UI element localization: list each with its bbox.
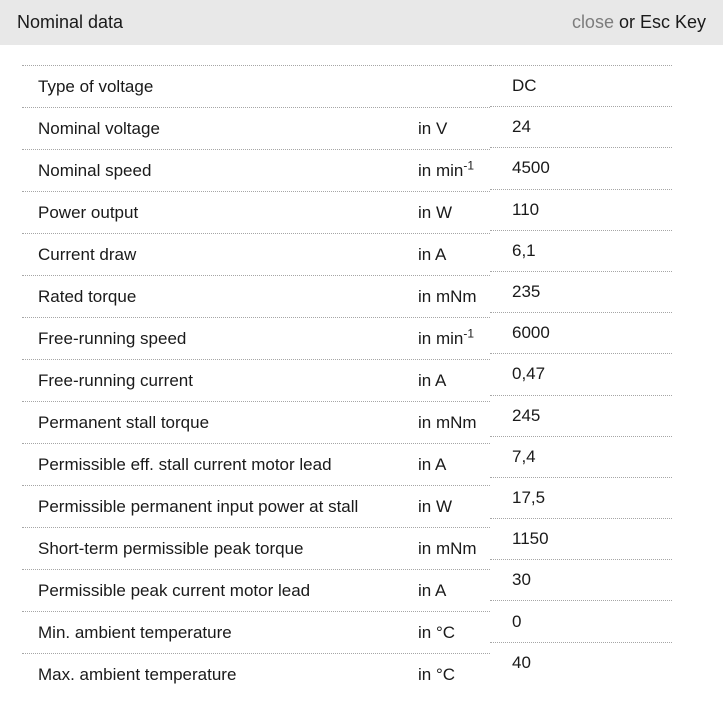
param-label: Short-term permissible peak torque bbox=[38, 538, 304, 558]
param-value: 7,4 bbox=[512, 446, 536, 466]
param-value: 6,1 bbox=[512, 240, 536, 260]
table-row bbox=[22, 611, 490, 653]
param-label: Permanent stall torque bbox=[38, 412, 210, 432]
param-label: Free-running current bbox=[38, 370, 193, 390]
param-unit: in A bbox=[418, 454, 447, 474]
value-row bbox=[490, 559, 672, 600]
table-row bbox=[22, 401, 490, 443]
table-row bbox=[22, 149, 490, 191]
param-unit: in W bbox=[418, 496, 452, 516]
value-row bbox=[490, 147, 672, 188]
close-area bbox=[572, 12, 706, 33]
value-row bbox=[490, 271, 672, 312]
value-row bbox=[490, 189, 672, 230]
param-unit: in °C bbox=[418, 622, 456, 642]
param-value: 17,5 bbox=[512, 487, 546, 507]
param-label: Permissible peak current motor lead bbox=[38, 580, 311, 600]
param-unit: in W bbox=[418, 202, 452, 222]
param-value: 24 bbox=[512, 117, 531, 137]
param-label: Rated torque bbox=[38, 286, 137, 306]
param-unit: in A bbox=[418, 370, 447, 390]
param-unit: in $\min^{-1}$ bbox=[418, 157, 475, 180]
param-value: 110 bbox=[512, 199, 540, 219]
value-row bbox=[490, 642, 672, 683]
param-value: 30 bbox=[512, 570, 531, 590]
table-row bbox=[22, 359, 490, 401]
value-row bbox=[490, 353, 672, 394]
value-row bbox=[490, 106, 672, 147]
table-row bbox=[22, 527, 490, 569]
param-value: DC bbox=[512, 76, 537, 96]
value-row bbox=[490, 65, 672, 106]
param-unit: in mNm bbox=[418, 286, 477, 306]
close-button[interactable]: close bbox=[571, 12, 614, 32]
param-label: Permissible eff. stall current motor lead bbox=[38, 454, 332, 474]
unit-superscript: -1 bbox=[463, 325, 475, 340]
page-title: Nominal data bbox=[17, 12, 124, 32]
param-unit: in V bbox=[418, 118, 448, 138]
value-row bbox=[490, 395, 672, 436]
param-value: 0 bbox=[512, 611, 522, 631]
table-row bbox=[22, 275, 490, 317]
table-row bbox=[22, 653, 490, 695]
param-value: 1150 bbox=[512, 529, 549, 549]
table-row bbox=[22, 569, 490, 611]
param-label: Power output bbox=[38, 202, 139, 222]
param-value: 4500 bbox=[512, 158, 550, 178]
table-row bbox=[22, 317, 490, 359]
param-value: 6000 bbox=[512, 323, 550, 343]
param-label: Nominal speed bbox=[38, 160, 152, 180]
param-label: Max. ambient temperature bbox=[38, 664, 237, 684]
unit-superscript: -1 bbox=[463, 157, 475, 172]
value-row bbox=[490, 230, 672, 271]
value-row bbox=[490, 436, 672, 477]
param-unit: in mNm bbox=[418, 412, 477, 432]
value-column bbox=[490, 65, 672, 683]
param-label: Type of voltage bbox=[38, 76, 154, 96]
table-row bbox=[22, 107, 490, 149]
param-label: Permissible permanent input power at stall bbox=[38, 496, 359, 516]
param-value: 40 bbox=[512, 652, 531, 672]
value-row bbox=[490, 518, 672, 559]
table-row bbox=[22, 233, 490, 275]
table-row bbox=[22, 485, 490, 527]
table-row bbox=[22, 443, 490, 485]
param-label: Nominal voltage bbox=[38, 118, 160, 138]
param-value: 235 bbox=[512, 282, 541, 302]
param-label: Free-running speed bbox=[38, 328, 187, 348]
value-row bbox=[490, 600, 672, 641]
param-unit: in mNm bbox=[418, 538, 477, 558]
param-unit: in A bbox=[418, 580, 447, 600]
modal-header bbox=[0, 0, 723, 45]
param-value: 245 bbox=[512, 405, 541, 425]
param-unit: in $\min^{-1}$ bbox=[418, 325, 475, 348]
param-unit: in °C bbox=[418, 664, 456, 684]
param-value: 0,47 bbox=[512, 364, 546, 384]
table-row bbox=[22, 191, 490, 233]
param-unit: in A bbox=[418, 244, 447, 264]
esc-key-hint: or Esc Key bbox=[618, 12, 706, 32]
param-table bbox=[22, 65, 490, 695]
param-label: Current draw bbox=[38, 244, 137, 264]
table-row bbox=[22, 65, 490, 107]
param-label: Min. ambient temperature bbox=[38, 622, 232, 642]
value-row bbox=[490, 312, 672, 353]
value-row bbox=[490, 477, 672, 518]
